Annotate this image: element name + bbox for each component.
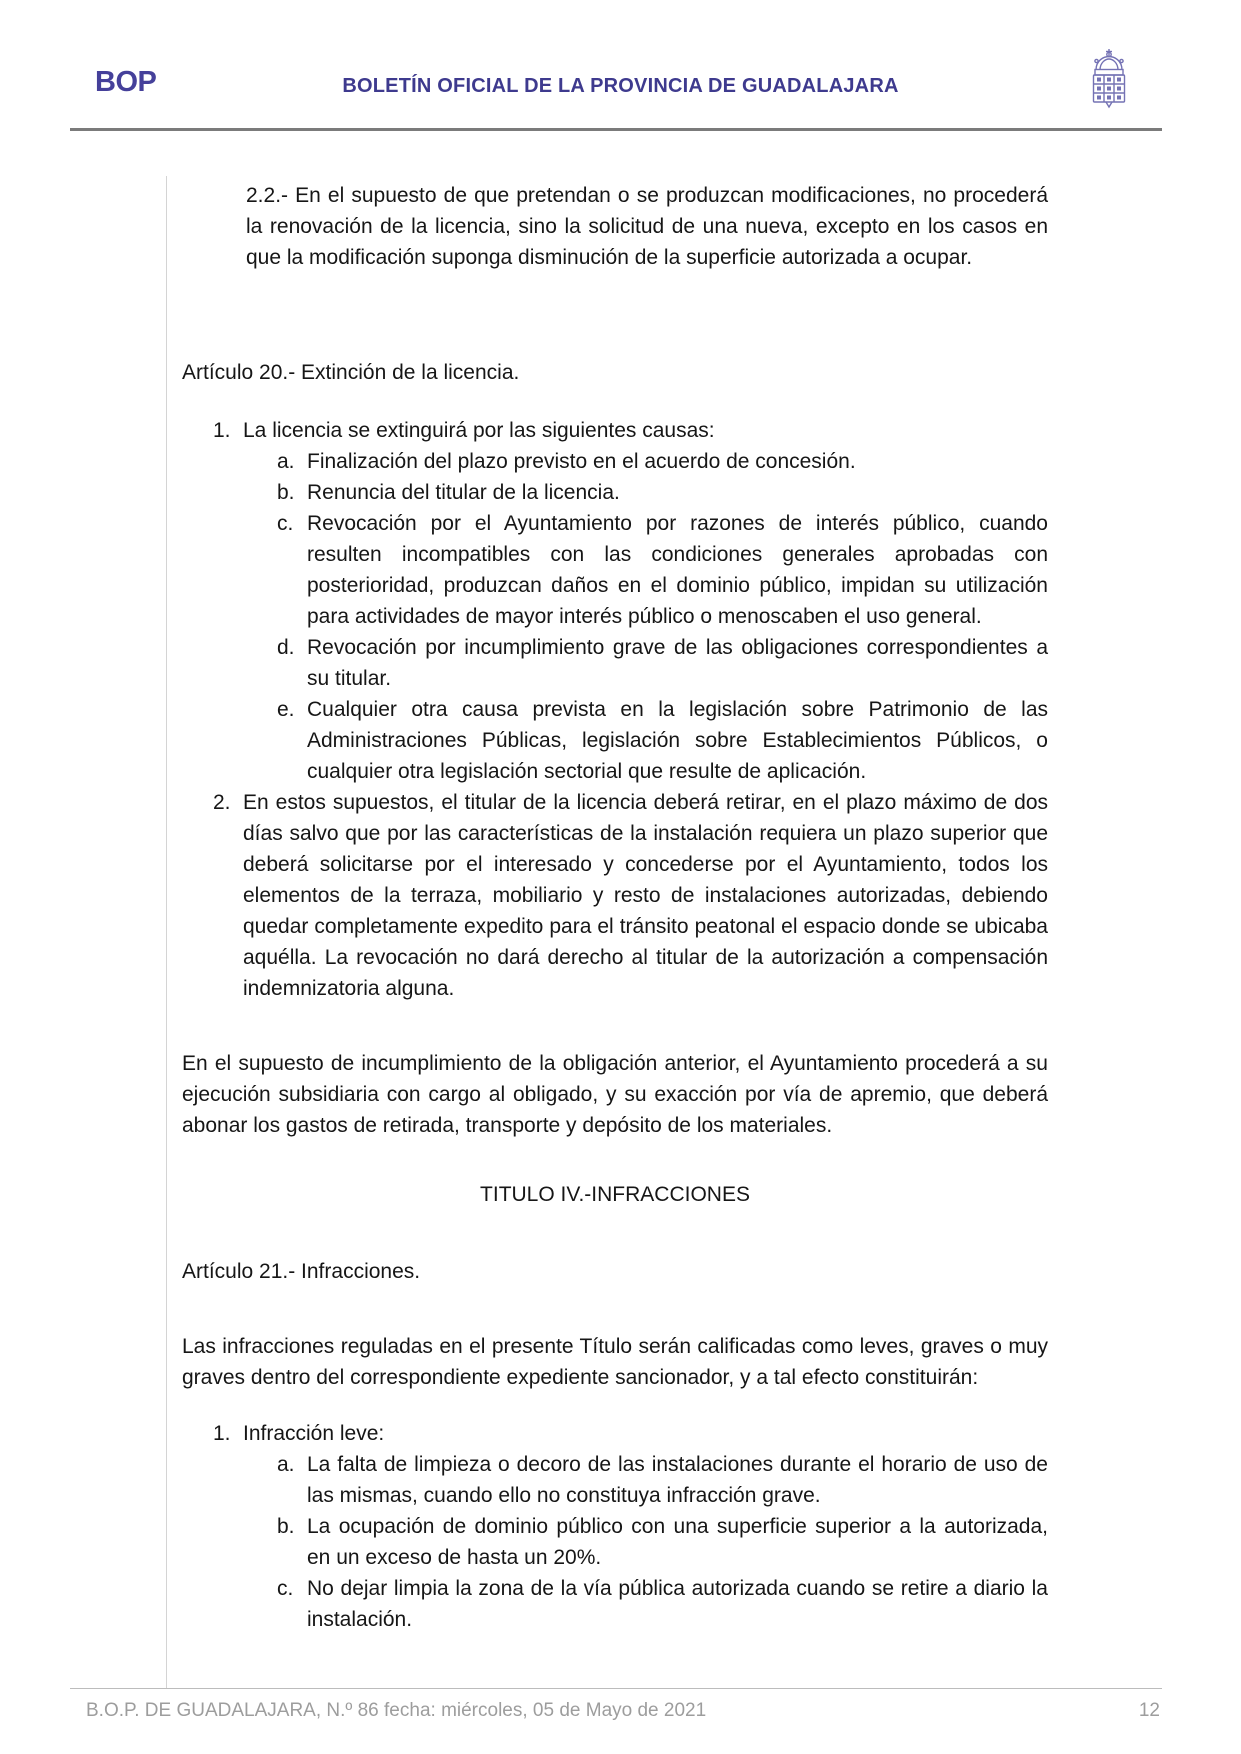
sublist-item-text: La ocupación de dominio público con una superficie superior a la autorizada, en un exceso de hasta un 20%. — [307, 1515, 1048, 1569]
sublist-item-marker: b. — [277, 481, 295, 504]
document-body — [182, 170, 1048, 1635]
articulo-20-list — [182, 415, 1048, 1004]
list-item — [182, 787, 1048, 1004]
footer-info: B.O.P. DE GUADALAJARA, N.º 86 fecha: miércoles, 05 de Mayo de 2021 — [86, 1700, 707, 1721]
sublist-item-marker: c. — [277, 512, 294, 535]
paragraph-2-2: 2.2.- En el supuesto de que pretendan o se produzcan modificaciones, no procederá la renovación de la licencia, sino la solicitud de una nueva, excepto en los casos en que la modificación suponga disminución de la superficie autorizada a ocupar. — [246, 184, 1048, 269]
list-item — [182, 1418, 1048, 1635]
articulo-21-heading: Artículo 21.- Infracciones. — [182, 1260, 421, 1283]
articulo-21-intro: Las infracciones reguladas en el presente Título serán calificadas como leves, graves o muy graves dentro del correspondiente expediente sancionador, y a tal efecto constituirán: — [182, 1335, 1048, 1389]
sublist-item — [243, 1449, 1048, 1511]
sublist-item-marker: a. — [277, 450, 295, 473]
paragraph-ejecucion: En el supuesto de incumplimiento de la obligación anterior, el Ayuntamiento procederá a su ejecución subsidiaria con cargo al obligado, y su exacción por vía de apremio, que deberá abonar los gastos de retirada, transporte y depósito de los materiales. — [182, 1052, 1048, 1137]
list-item-marker: 1. — [213, 1422, 231, 1445]
sublist-item-text: No dejar limpia la zona de la vía pública autorizada cuando se retire a diario la instalación. — [307, 1577, 1048, 1631]
sublist-item-marker: e. — [277, 698, 295, 721]
titulo-iv-heading: TITULO IV.-INFRACCIONES — [480, 1183, 750, 1206]
sublist-item-text: Cualquier otra causa prevista en la legislación sobre Patrimonio de las Administraciones Públicas, legislación sobre Establecimientos Públicos, o cualquier otra legislación sectorial que resulte de aplicación. — [307, 698, 1048, 783]
articulo-21-list — [182, 1418, 1048, 1635]
sublist-item-marker: c. — [277, 1577, 294, 1600]
sublist-item-text: La falta de limpieza o decoro de las instalaciones durante el horario de uso de las mismas, cuando ello no constituya infracción grave. — [307, 1453, 1048, 1507]
list-item — [182, 415, 1048, 787]
list-item-text: La licencia se extinguirá por las siguientes causas: — [243, 419, 715, 442]
sublist-item — [243, 446, 1048, 477]
sublist-item — [243, 508, 1048, 632]
list-item-text: En estos supuestos, el titular de la licencia deberá retirar, en el plazo máximo de dos días salvo que por las características de la instalación requiera un plazo superior que deberá solicitarse por el interesado y concederse por el Ayuntamiento, todos los elementos de la terraza, mobiliario y resto de instalaciones autorizadas, debiendo quedar completamente expedito para el tránsito peatonal el espacio donde se ubicaba aquélla. La revocación no dará derecho al titular de la autorización a compensación indemnizatoria alguna. — [243, 791, 1048, 1000]
sublist-item-marker: d. — [277, 636, 295, 659]
sublist-item — [243, 1573, 1048, 1635]
sublist-item-text: Renuncia del titular de la licencia. — [307, 481, 620, 504]
sublist-item-text: Finalización del plazo previsto en el acuerdo de concesión. — [307, 450, 856, 473]
sublist-item — [243, 1511, 1048, 1573]
sublist-item-text: Revocación por incumplimiento grave de las obligaciones correspondientes a su titular. — [307, 636, 1048, 690]
page-title: BOLETÍN OFICIAL DE LA PROVINCIA DE GUADALAJARA — [342, 75, 899, 97]
sublist-item-marker: b. — [277, 1515, 295, 1538]
list-item-marker: 2. — [213, 791, 231, 814]
header-divider — [70, 128, 1162, 131]
sublist-item — [243, 694, 1048, 787]
sublist-item — [243, 632, 1048, 694]
content-left-border — [166, 176, 167, 1688]
footer-divider — [70, 1688, 1162, 1689]
page-number: 12 — [1138, 1700, 1160, 1721]
bop-logo: BOP — [95, 66, 157, 98]
list-item-text: Infracción leve: — [243, 1422, 385, 1445]
sublist-item-text: Revocación por el Ayuntamiento por razones de interés público, cuando resulten incompatibles con las condiciones generales aprobadas con posterioridad, produzcan daños en el dominio público, impidan su utilización para actividades de mayor interés público o menoscaben el uso general. — [307, 512, 1048, 628]
provincial-crest-icon — [1086, 47, 1132, 109]
sublist-item — [243, 477, 1048, 508]
list-item-marker: 1. — [213, 419, 231, 442]
sublist-item-marker: a. — [277, 1453, 295, 1476]
list-item-body — [243, 1418, 1048, 1635]
list-item-body — [243, 415, 1048, 787]
articulo-20-heading: Artículo 20.- Extinción de la licencia. — [182, 361, 520, 384]
